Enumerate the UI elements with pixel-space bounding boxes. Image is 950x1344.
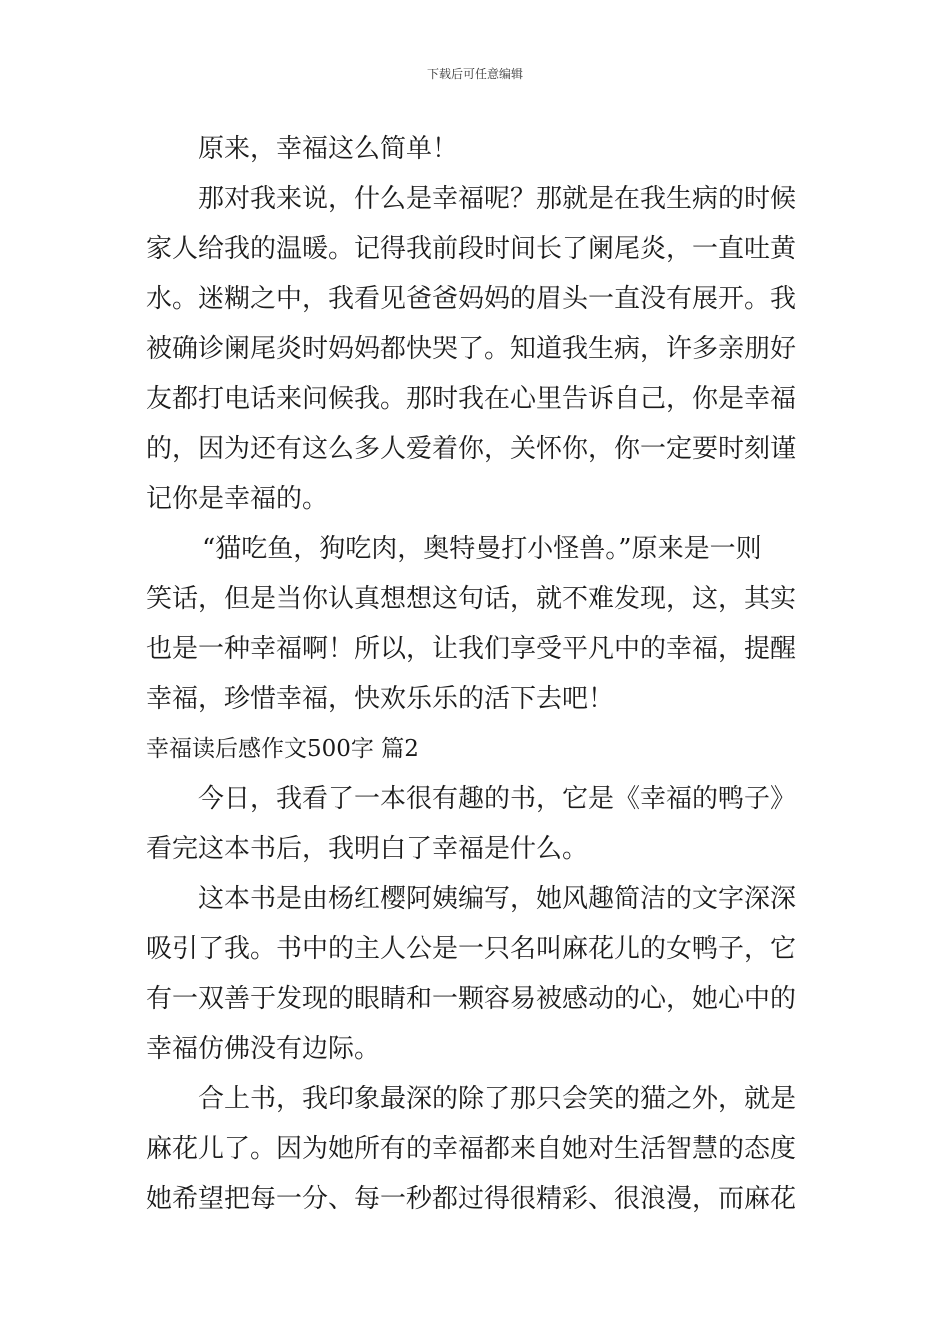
- paragraph-line: 那对我来说，什么是幸福呢？那就是在我生病的时候: [198, 184, 797, 214]
- paragraph-line: 友都打电话来问候我。那时我在心里告诉自己，你是幸福: [146, 384, 797, 414]
- paragraph-line: 水。迷糊之中，我看见爸爸妈妈的眉头一直没有展开。我: [146, 284, 797, 314]
- paragraph-line: 这本书是由杨红樱阿姨编写，她风趣简洁的文字深深: [198, 884, 797, 914]
- paragraph-line: 合上书，我印象最深的除了那只会笑的猫之外，就是: [198, 1084, 797, 1114]
- page-header: 下载后可任意编辑: [426, 67, 523, 81]
- paragraph-line: 幸福，珍惜幸福，快欢乐乐的活下去吧！: [146, 684, 615, 714]
- paragraph-line: 记你是幸福的。: [146, 484, 329, 514]
- paragraph-line: 的，因为还有这么多人爱着你，关怀你，你一定要时刻谨: [146, 434, 797, 464]
- paragraph-line: “猫吃鱼，狗吃肉，奥特曼打小怪兽。”原来是一则: [202, 534, 762, 564]
- paragraph-line: 也是一种幸福啊！所以，让我们享受平凡中的幸福，提醒: [146, 634, 797, 664]
- paragraph-line: 幸福仿佛没有边际。: [146, 1034, 381, 1064]
- paragraph-line: 被确诊阑尾炎时妈妈都快哭了。知道我生病，许多亲朋好: [146, 334, 797, 364]
- section-heading: 幸福读后感作文500字 篇2: [146, 736, 419, 762]
- paragraph-line: 家人给我的温暖。记得我前段时间长了阑尾炎，一直吐黄: [146, 234, 797, 264]
- document-body: [146, 124, 806, 1224]
- paragraph-line: 看完这本书后，我明白了幸福是什么。: [146, 834, 589, 864]
- paragraph-line: 她希望把每一分、每一秒都过得很精彩、很浪漫，而麻花: [146, 1184, 797, 1214]
- paragraph-line: 麻花儿了。因为她所有的幸福都来自她对生活智慧的态度: [146, 1134, 797, 1164]
- paragraph-line: 吸引了我。书中的主人公是一只名叫麻花儿的女鸭子，它: [146, 934, 797, 964]
- paragraph-line: 有一双善于发现的眼睛和一颗容易被感动的心，她心中的: [146, 984, 797, 1014]
- paragraph-line: 原来，幸福这么简单！: [198, 134, 459, 164]
- paragraph-line: 今日，我看了一本很有趣的书，它是《幸福的鸭子》: [198, 784, 797, 814]
- paragraph-line: 笑话，但是当你认真想想这句话，就不难发现，这，其实: [146, 584, 797, 614]
